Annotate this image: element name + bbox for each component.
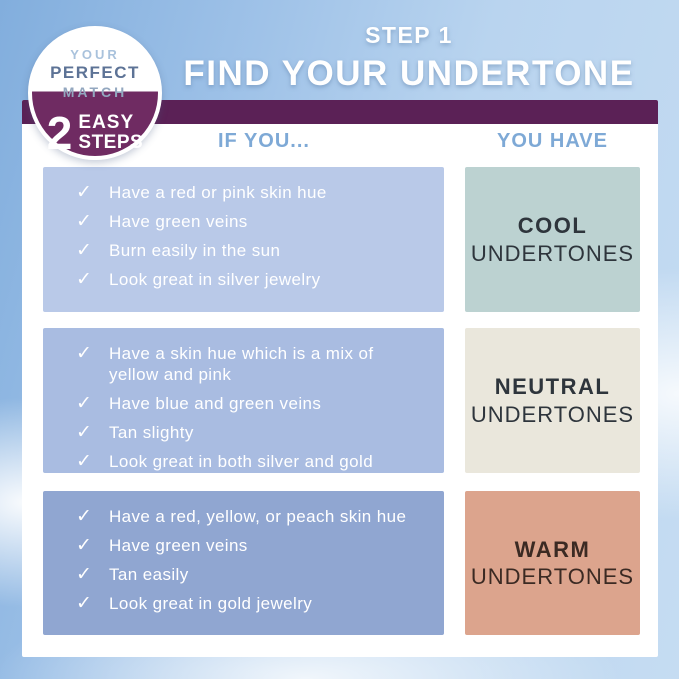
badge-line-perfect: PERFECT [50,62,140,82]
badge-line-your: YOUR [70,47,120,62]
check-icon: ✓ [76,240,92,261]
result-label: NEUTRAL [494,374,611,399]
check-icon: ✓ [76,451,92,472]
check-icon: ✓ [76,422,92,443]
column-header-if-you: IF YOU... [218,130,310,152]
result-sublabel: UNDERTONES [470,401,635,427]
list-item-label: Burn easily in the sun [109,241,281,260]
brand-badge [28,26,162,160]
neutral-checklist [73,343,426,472]
page-header [160,22,658,94]
list-item-label: Look great in gold jewelry [109,594,313,613]
neutral-undertones-box [465,328,640,473]
check-icon: ✓ [76,506,92,527]
check-icon: ✓ [76,182,92,203]
list-item [73,211,426,232]
list-item [73,269,426,290]
badge-step-count: 2 [46,106,73,159]
result-sublabel: UNDERTONES [470,240,635,266]
list-item-label: Have green veins [109,536,248,555]
list-item [73,535,426,556]
check-icon: ✓ [76,269,92,290]
list-item [73,393,426,414]
badge-steps-words [78,113,143,153]
cool-checklist-box [43,167,444,312]
step-label: STEP 1 [365,22,453,48]
badge-steps [32,106,158,159]
list-item [73,564,426,585]
column-header-you-have: YOU HAVE [497,130,608,152]
list-item-label: Look great in silver jewelry [109,270,321,289]
list-item-label: Have a red or pink skin hue [109,183,327,202]
list-item [73,240,426,261]
result-label: WARM [514,536,591,562]
check-icon: ✓ [76,393,92,414]
cool-undertones-box [465,167,640,312]
list-item [73,593,426,614]
list-item-label: Have a skin hue which is a mix of yellow and pink [109,344,374,384]
result-sublabel: UNDERTONES [470,564,635,589]
check-icon: ✓ [76,211,92,232]
check-icon: ✓ [76,535,92,556]
list-item-label: Tan slighty [109,423,194,442]
list-item [73,451,426,472]
list-item-label: Have a red, yellow, or peach skin hue [109,507,407,526]
result-label: COOL [517,213,588,238]
list-item [73,182,426,203]
list-item-label: Have green veins [109,212,248,231]
neutral-checklist-box [43,328,444,473]
list-item-label: Tan easily [109,565,189,584]
check-icon: ✓ [76,343,92,364]
content-panel [22,100,658,657]
check-icon: ✓ [76,564,92,585]
check-icon: ✓ [76,593,92,614]
list-item-label: Have blue and green veins [109,394,322,413]
list-item-label: Look great in both silver and gold [109,452,374,471]
list-item [73,422,426,443]
badge-tagline [32,30,158,101]
page-title: FIND YOUR UNDERTONE [183,54,635,93]
badge-steps-label: STEPS [78,131,144,153]
badge-easy-label: EASY [78,111,135,133]
list-item [73,343,426,385]
cool-checklist [73,182,426,290]
badge-line-match: MATCH [62,83,128,100]
warm-checklist-box [43,491,444,635]
warm-checklist [73,506,426,614]
warm-undertones-box [465,491,640,635]
list-item [73,506,426,527]
